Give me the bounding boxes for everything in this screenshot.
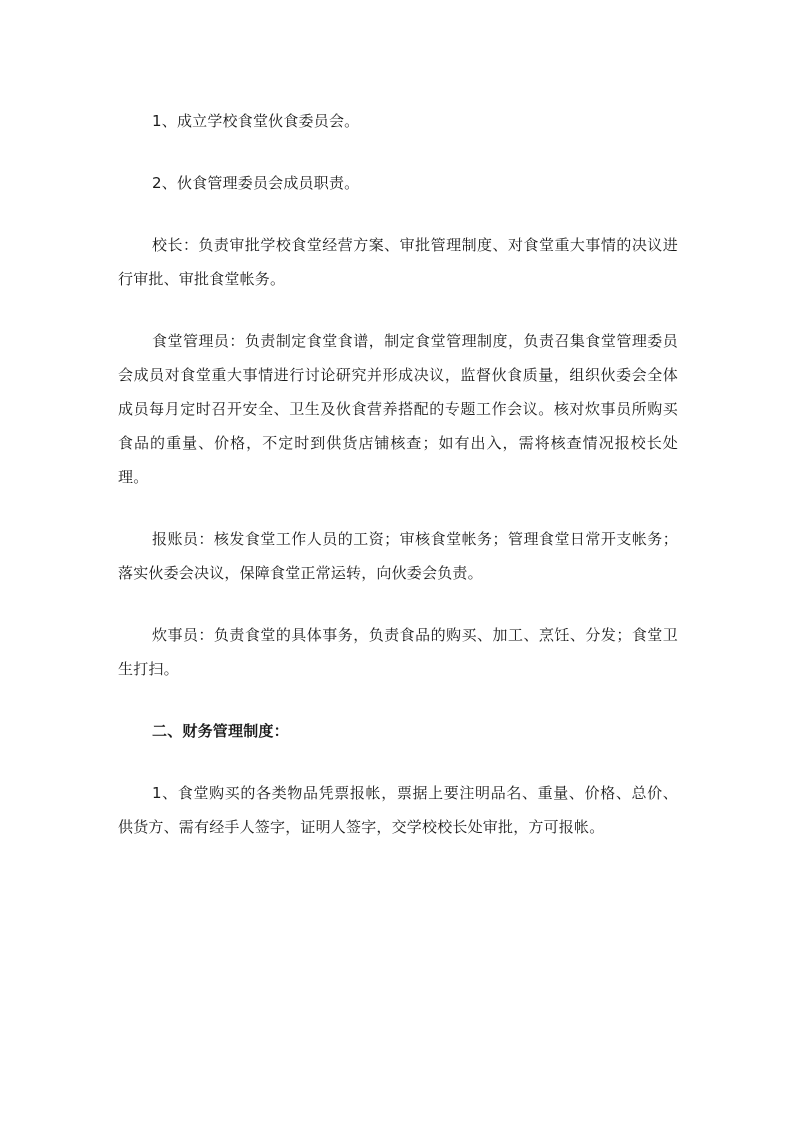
paragraph-accountant-duties: 报账员：核发食堂工作人员的工资；审核食堂帐务；管理食堂日常开支帐务；落实伙委会决议，保障食堂正常运转，向伙委会负责。 — [118, 530, 678, 582]
paragraph-establish-committee: 1、成立学校食堂伙食委员会。 — [152, 112, 360, 130]
paragraph-cook-duties: 炊事员：负责食堂的具体事务，负责食品的购买、加工、烹饪、分发；食堂卫生打扫。 — [118, 626, 678, 678]
paragraph-canteen-manager-duties: 食堂管理员：负责制定食堂食谱，制定食堂管理制度，负责召集食堂管理委员会成员对食堂重大事情进行讨论研究并形成决议，监督伙食质量，组织伙委会全体成员每月定时召开安全、卫生及伙食营养搭配的专题工作会议。核对炊事员所购买食品的重量、价格，不定时到供货店铺核查；如有出入，需将核查情况报校长处理。 — [118, 332, 678, 486]
document-body — [118, 104, 678, 844]
paragraph-principal-duties: 校长：负责审批学校食堂经营方案、审批管理制度、对食堂重大事情的决议进行审批、审批食堂帐务。 — [118, 236, 678, 288]
paragraph-finance-rule-1: 1、食堂购买的各类物品凭票报帐，票据上要注明品名、重量、价格、总价、供货方、需有经手人签字，证明人签字，交学校校长处审批，方可报帐。 — [118, 784, 678, 836]
section-heading-finance: 二、财务管理制度： — [152, 722, 289, 740]
paragraph-committee-duties: 2、伙食管理委员会成员职责。 — [152, 174, 360, 192]
